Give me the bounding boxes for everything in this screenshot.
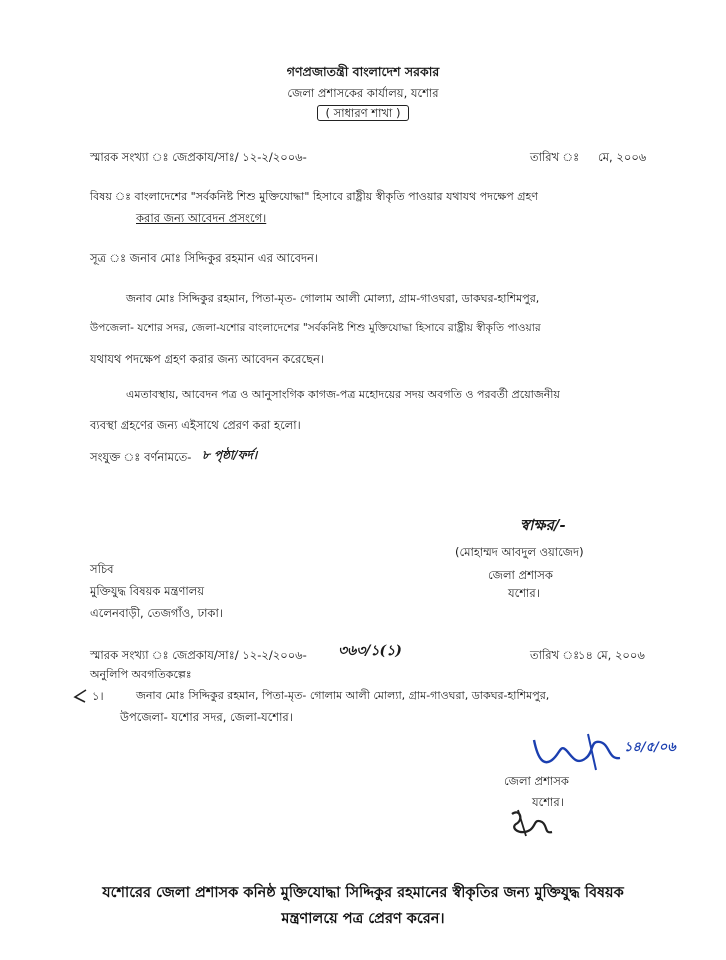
copy-item-line-1: জনাব মোঃ সিদ্দিকুর রহমান, পিতা-মৃত- গোলাম আলী মোল্যা, গ্রাম-গাওঘরা, ডাকঘর-হাশিমপুর, (136, 689, 550, 702)
recipient-address: এলেনবাড়ী, তেজগাঁও, ঢাকা। (90, 606, 223, 620)
signatory-name: (মোহাম্মদ আবদুল ওয়াজেদ) (455, 545, 584, 559)
memo2-date-label: তারিখ ঃ (530, 648, 580, 662)
memo2-date: ১৪ মে, ২০০৬ (578, 648, 645, 662)
memo-date-label: তারিখ ঃ (530, 150, 580, 164)
recipient-ministry: মুক্তিযুদ্ধ বিষয়ক মন্ত্রণালয় (90, 584, 205, 598)
source-reference: সূত্র ঃ জনাব মোঃ সিদ্দিকুর রহমান এর আবেদন। (90, 251, 319, 265)
copy-item-line-2: উপজেলা- যশোর সদর, জেলা-যশোর। (120, 710, 293, 724)
header-government: গণপ্রজাতন্ত্রী বাংলাদেশ সরকার (286, 64, 440, 79)
caption-line-1: যশোরের জেলা প্রশাসক কনিষ্ঠ মুক্তিযোদ্ধা সিদ্দিকুর রহমানের স্বীকৃতির জন্য মুক্তিযুদ্ধ বিষয়ক (102, 885, 624, 901)
signature-mark: স্বাক্ষর/- (520, 516, 566, 534)
header-section: ( সাধারণ শাখা ) (317, 105, 410, 121)
memo-date: মে, ২০০৬ (598, 150, 647, 164)
body-paragraph-2-line-1: এমতাবস্থায়, আবেদন পত্র ও আনুসাংগিক কাগজ-পত্র মহোদয়ের সদয় অবগতি ও পরবর্তী প্রয়োজনীয় (126, 388, 560, 401)
memo2-handwritten-number: ৩৬৩/১(১) (338, 643, 402, 659)
enclosure-label: সংযুক্ত ঃ বর্ণনামতে- (90, 450, 192, 464)
signatory-place: যশোর। (508, 586, 540, 600)
handwritten-date: ১৪/৫/০৬ (624, 740, 676, 755)
caption-line-2: মন্ত্রণালয়ে পত্র প্রেরণ করেন। (281, 911, 445, 927)
header-office: জেলা প্রশাসকের কার্যালয়, যশোর (287, 86, 439, 100)
copy-signatory-place: যশোর। (532, 795, 564, 809)
body-paragraph-1-line-1: জনাব মোঃ সিদ্দিকুর রহমান, পিতা-মৃত- গোলাম আলী মোল্যা, গ্রাম-গাওঘরা, ডাকঘর-হাশিমপুর, (126, 292, 540, 305)
copy-check-mark (72, 688, 88, 707)
signatory-title: জেলা প্রশাসক (488, 568, 553, 582)
copy-signatory-title: জেলা প্রশাসক (504, 774, 569, 788)
memo-reference: স্মারক সংখ্যা ঃ জেপ্রকায/সাঃ/ ১২-২/২০০৬- (90, 150, 307, 164)
body-paragraph-1-line-3: যথাযথ পদক্ষেপ গ্রহণ করার জন্য আবেদন করেছেন। (90, 352, 325, 366)
memo2-reference: স্মারক সংখ্যা ঃ জেপ্রকায/সাঃ/ ১২-২/২০০৬- (90, 648, 307, 662)
handwritten-initials (506, 806, 556, 845)
enclosure-handwritten: ৮ পৃষ্ঠা/ফর্দ। (202, 448, 258, 462)
copy-item-number: ১। (92, 689, 104, 703)
recipient-designation: সচিব (90, 562, 114, 576)
body-paragraph-1-line-2: উপজেলা- যশোর সদর, জেলা-যশোর বাংলাদেশের "সর্বকনিষ্ট শিশু মুক্তিযোদ্ধা হিসাবে রাষ্ট্রীয় স্বীকৃতি পাওয়ার (90, 322, 541, 334)
copy-heading: অনুলিপি অবগতিকল্পেঃ (90, 668, 192, 681)
subject-line-1: বিষয় ঃ বাংলাদেশের "সর্বকনিষ্ট শিশু মুক্তিযোদ্ধা" হিসাবে রাষ্ট্রীয় স্বীকৃতি পাওয়ার যথাযথ পদক্ষেপ গ্রহণ (90, 190, 538, 203)
photo-caption (0, 880, 726, 932)
body-paragraph-2-line-2: ব্যবস্থা গ্রহণের জন্য এইসাথে প্রেরণ করা হলো। (90, 418, 301, 432)
subject-line-2: করার জন্য আবেদন প্রসংগে। (136, 211, 267, 225)
